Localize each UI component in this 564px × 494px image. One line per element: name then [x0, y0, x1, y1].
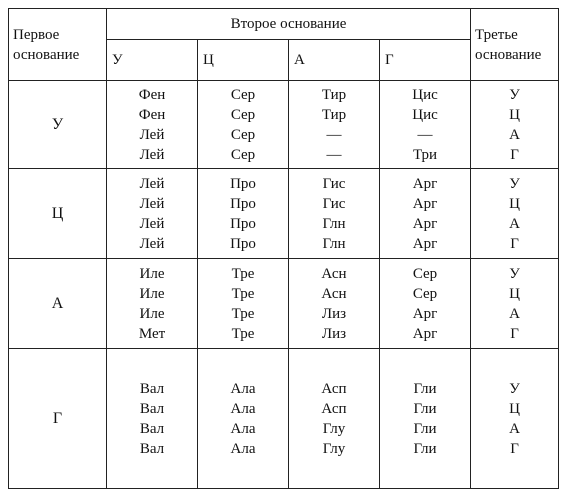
third-base-cell — [471, 349, 559, 489]
amino-acid: Лей — [139, 235, 165, 252]
third-base-cell — [471, 81, 559, 169]
amino-acid: Асн — [321, 285, 347, 302]
amino-acid: Лей — [139, 175, 165, 192]
codon-cell — [380, 81, 471, 169]
codon-cell — [198, 259, 289, 349]
header-second-col-a: А — [289, 40, 380, 81]
amino-acid: Лей — [139, 126, 165, 143]
first-base-cell: Ц — [9, 169, 107, 259]
amino-acid: Фен — [138, 106, 166, 123]
header-second-col-c: Ц — [198, 40, 289, 81]
amino-acid: Лей — [139, 195, 165, 212]
amino-acid: Про — [230, 215, 256, 232]
header-first-base-line2: основание — [13, 46, 80, 63]
amino-acid: Сер — [230, 106, 256, 123]
amino-acid: Вал — [139, 420, 165, 437]
amino-acid: Гли — [413, 400, 437, 417]
third-base-cell — [471, 169, 559, 259]
amino-acid: Тре — [231, 265, 255, 282]
amino-acid: Асн — [321, 265, 347, 282]
third-base: Г — [510, 146, 519, 163]
amino-acid: Гис — [322, 195, 346, 212]
first-base-cell: Г — [9, 349, 107, 489]
third-base: У — [509, 175, 520, 192]
amino-acid: — — [326, 146, 342, 163]
amino-acid: Асп — [321, 400, 347, 417]
header-third-base-line1: Третье — [475, 26, 518, 43]
amino-acid: Глу — [322, 440, 346, 457]
amino-acid: Три — [412, 146, 438, 163]
amino-acid: Глн — [322, 215, 346, 232]
amino-acid: Лиз — [321, 305, 347, 322]
codon-cell — [198, 81, 289, 169]
third-base: Г — [510, 235, 519, 252]
amino-acid: Про — [230, 175, 256, 192]
amino-acid: Тре — [231, 305, 255, 322]
header-third-base-line2: основание — [475, 46, 542, 63]
amino-acid: Про — [230, 235, 256, 252]
header-second-col-g: Г — [380, 40, 471, 81]
codon-cell — [289, 169, 380, 259]
header-first-base — [9, 9, 107, 81]
codon-cell — [198, 169, 289, 259]
third-base: У — [509, 86, 520, 103]
amino-acid: Ала — [230, 380, 256, 397]
amino-acid: Фен — [138, 86, 166, 103]
amino-acid: Про — [230, 195, 256, 212]
table-row — [9, 259, 559, 349]
third-base: Ц — [509, 285, 520, 302]
codon-cell — [380, 259, 471, 349]
amino-acid: Сер — [230, 86, 256, 103]
amino-acid: Лей — [139, 146, 165, 163]
third-base: Г — [510, 325, 519, 342]
codon-cell — [107, 259, 198, 349]
third-base: Ц — [509, 106, 520, 123]
first-base-cell: У — [9, 81, 107, 169]
third-base: Ц — [509, 195, 520, 212]
amino-acid: Глу — [322, 420, 346, 437]
amino-acid: Сер — [412, 285, 438, 302]
codon-cell — [289, 349, 380, 489]
amino-acid: Арг — [412, 175, 438, 192]
codon-cell — [107, 349, 198, 489]
table-row — [9, 81, 559, 169]
amino-acid: Ала — [230, 440, 256, 457]
amino-acid: Цис — [412, 86, 438, 103]
amino-acid: Вал — [139, 380, 165, 397]
amino-acid: Сер — [230, 126, 256, 143]
amino-acid: Глн — [322, 235, 346, 252]
amino-acid: Арг — [412, 235, 438, 252]
amino-acid: Арг — [412, 305, 438, 322]
amino-acid: — — [326, 126, 342, 143]
amino-acid: Сер — [412, 265, 438, 282]
third-base: А — [509, 305, 520, 322]
amino-acid: — — [417, 126, 433, 143]
amino-acid: Лей — [139, 215, 165, 232]
header-second-col-u: У — [107, 40, 198, 81]
amino-acid: Цис — [412, 106, 438, 123]
amino-acid: Гли — [413, 440, 437, 457]
amino-acid: Тир — [321, 106, 347, 123]
third-base: А — [509, 420, 520, 437]
third-base: Г — [510, 440, 519, 457]
header-first-base-line1: Первое — [13, 26, 60, 43]
amino-acid: Лиз — [321, 325, 347, 342]
amino-acid: Тре — [231, 285, 255, 302]
table-row — [9, 349, 559, 489]
third-base: А — [509, 215, 520, 232]
amino-acid: Арг — [412, 195, 438, 212]
amino-acid: Вал — [139, 400, 165, 417]
amino-acid: Сер — [230, 146, 256, 163]
amino-acid: Асп — [321, 380, 347, 397]
codon-cell — [289, 259, 380, 349]
amino-acid: Арг — [412, 215, 438, 232]
third-base: Ц — [509, 400, 520, 417]
codon-cell — [198, 349, 289, 489]
table-row — [9, 169, 559, 259]
codon-cell — [107, 169, 198, 259]
amino-acid: Гис — [322, 175, 346, 192]
amino-acid: Иле — [139, 265, 165, 282]
amino-acid: Вал — [139, 440, 165, 457]
codon-cell — [380, 169, 471, 259]
amino-acid: Иле — [139, 285, 165, 302]
amino-acid: Ала — [230, 420, 256, 437]
amino-acid: Ала — [230, 400, 256, 417]
third-base-cell — [471, 259, 559, 349]
codon-cell — [380, 349, 471, 489]
amino-acid: Мет — [138, 325, 166, 342]
amino-acid: Тре — [231, 325, 255, 342]
codon-cell — [289, 81, 380, 169]
genetic-code-table — [8, 8, 559, 489]
amino-acid: Арг — [412, 325, 438, 342]
header-second-base: Второе основание — [107, 9, 471, 40]
header-third-base — [471, 9, 559, 81]
third-base: А — [509, 126, 520, 143]
first-base-cell: А — [9, 259, 107, 349]
codon-cell — [107, 81, 198, 169]
amino-acid: Гли — [413, 380, 437, 397]
third-base: У — [509, 380, 520, 397]
amino-acid: Тир — [321, 86, 347, 103]
third-base: У — [509, 265, 520, 282]
amino-acid: Гли — [413, 420, 437, 437]
amino-acid: Иле — [139, 305, 165, 322]
